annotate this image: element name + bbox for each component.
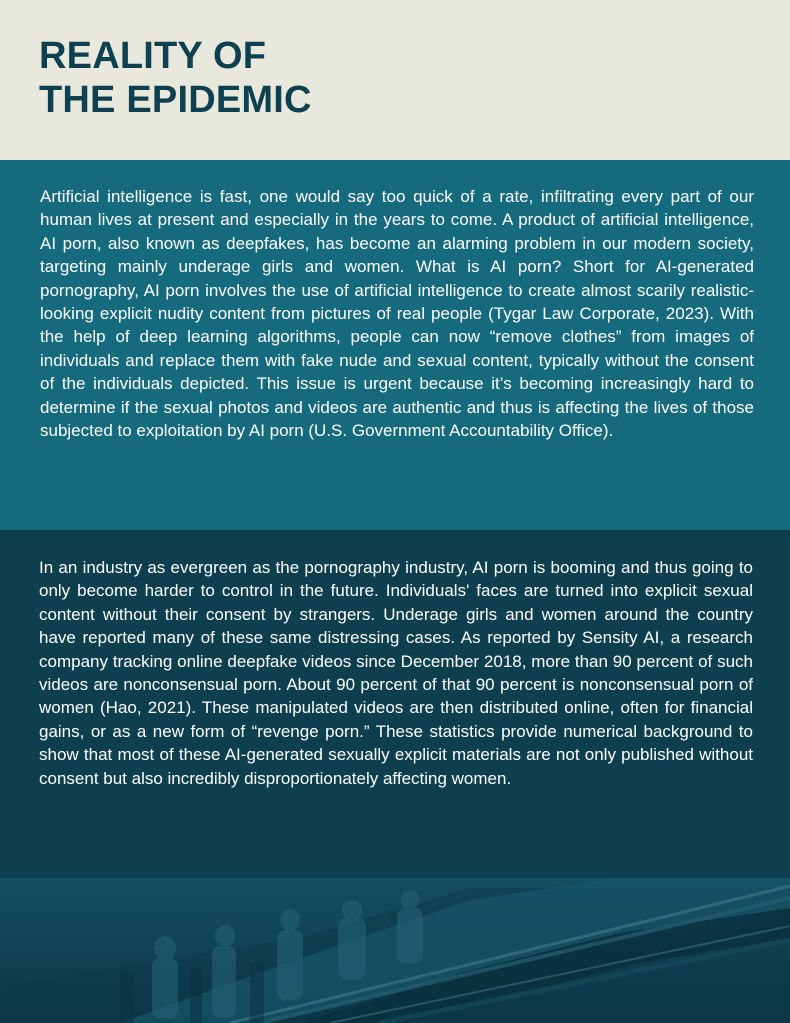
header-band [0, 0, 790, 160]
intro-paragraph: Artificial intelligence is fast, one would say too quick of a rate, infiltrating every part of our human lives at present and especially in the years to come. A product of artificial intelligence, AI porn, also known as deepfakes, has become an alarming problem in our modern society, targeting mainly underage girls and women. What is AI porn? Short for AI-generated pornography, AI porn involves the use of artificial intelligence to create almost scarily realistic-looking explicit nudity content from pictures of real people (Tygar Law Corporate, 2023). With the help of deep learning algorithms, people can now “remove clothes” from images of individuals and replace them with fake nude and sexual content, typically without the consent of the individuals depicted. This issue is urgent because it’s becoming increasingly hard to determine if the sexual photos and videos are authentic and thus is affecting the lives of those subjected to exploitation by AI porn (U.S. Government Accountability Office). [40, 187, 754, 441]
title-line-2: THE EPIDEMIC [39, 79, 312, 121]
courthouse-photo-band [0, 878, 790, 1023]
statistics-paragraph: In an industry as evergreen as the pornography industry, AI porn is booming and thus going to only become harder to control in the future. Individuals' faces are turned into explicit sexual content without their consent by strangers. Underage girls and women around the country have reported many of these same distressing cases. As reported by Sensity AI, a research company tracking online deepfake videos since December 2018, more than 90 percent of such videos are nonconsensual porn. About 90 percent of that 90 percent is nonconsensual porn of women (Hao, 2021). These manipulated videos are then distributed online, often for financial gains, or as a new form of “revenge porn.” These statistics provide numerical background to show that most of these AI-generated sexually explicit materials are not only published without consent but also incredibly disproportionately affecting women. [39, 558, 753, 788]
title-line-1: REALITY OF [39, 35, 267, 77]
courthouse-pediment-image [0, 878, 790, 1023]
page-title [39, 34, 312, 122]
